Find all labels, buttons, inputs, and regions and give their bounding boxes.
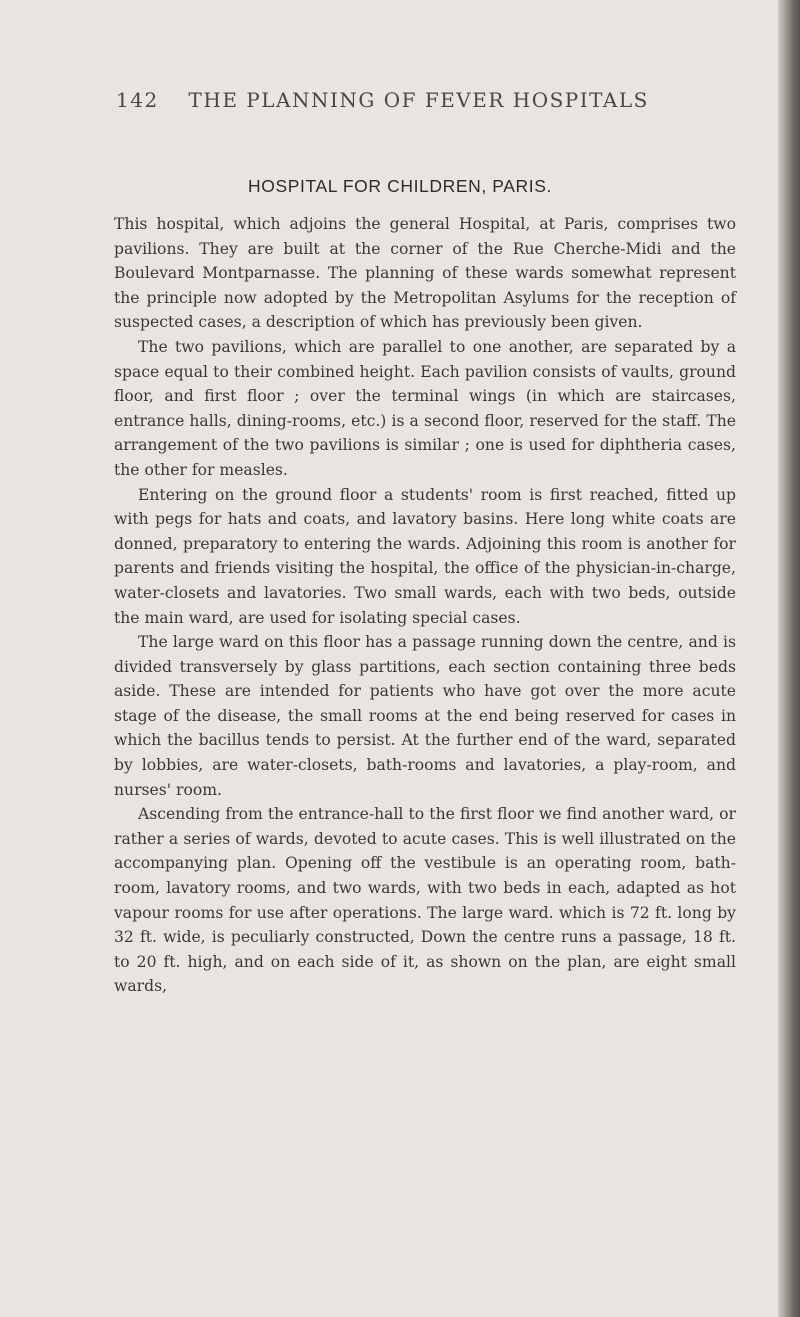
running-head xyxy=(116,88,716,112)
running-title: THE PLANNING OF FEVER HOSPITALS xyxy=(188,88,649,112)
body-text xyxy=(114,212,736,999)
paragraph-4: The large ward on this floor has a passage running down the centre, and is divided transversely by glass partitions, each section containing three beds aside. These are intended for patients who have got over the more acute stage of the disease, the small rooms at the end being reserved for cases in which the bacillus tends to persist. At the further end of the ward, separated by lobbies, are water-closets, bath-rooms and lavatories, a play-room, and nurses' room. xyxy=(114,633,736,799)
book-page-edge xyxy=(778,0,800,1317)
paragraph-5: Ascending from the entrance-hall to the first floor we find another ward, or rather a series of wards, devoted to acute cases. This is well illustrated on the accompanying plan. Opening off the vestibule is an operating room, bath-room, lavatory rooms, and two wards, with two beds in each, adapted as hot vapour rooms for use after operations. The large ward. which is 72 ft. long by 32 ft. wide, is peculiarly constructed, Down the centre runs a passage, 18 ft. to 20 ft. high, and on each side of it, as shown on the plan, are eight small wards, xyxy=(114,805,736,996)
section-title: HOSPITAL FOR CHILDREN, PARIS. xyxy=(248,176,552,196)
paragraph-2: The two pavilions, which are parallel to one another, are separated by a space equal to their combined height. Each pavilion consists of vaults, ground floor, and first floor ; over the terminal wings (in which are staircases, entrance halls, dining-rooms, etc.) is a second floor, reserved for the staff. The arrangement of the two pavilions is similar ; one is used for diphtheria cases, the other for measles. xyxy=(114,337,736,479)
page-number: 142 xyxy=(116,88,159,112)
paragraph-1: This hospital, which adjoins the general Hospital, at Paris, comprises two pavilions. They are built at the corner of the Rue Cherche-Midi and the Boulevard Montparnasse. The planning of these wards somewhat represent the principle now adopted by the Metropolitan Asylums for the reception of suspected cases, a description of which has previously been given. xyxy=(114,215,736,332)
paragraph-3: Entering on the ground floor a students' room is first reached, fitted up with pegs for hats and coats, and lavatory basins. Here long white coats are donned, preparatory to entering the wards. Adjoining this room is another for parents and friends visiting the hospital, the office of the physician-in-charge, water-closets and lavatories. Two small wards, each with two beds, outside the main ward, are used for isolating special cases. xyxy=(114,485,736,627)
